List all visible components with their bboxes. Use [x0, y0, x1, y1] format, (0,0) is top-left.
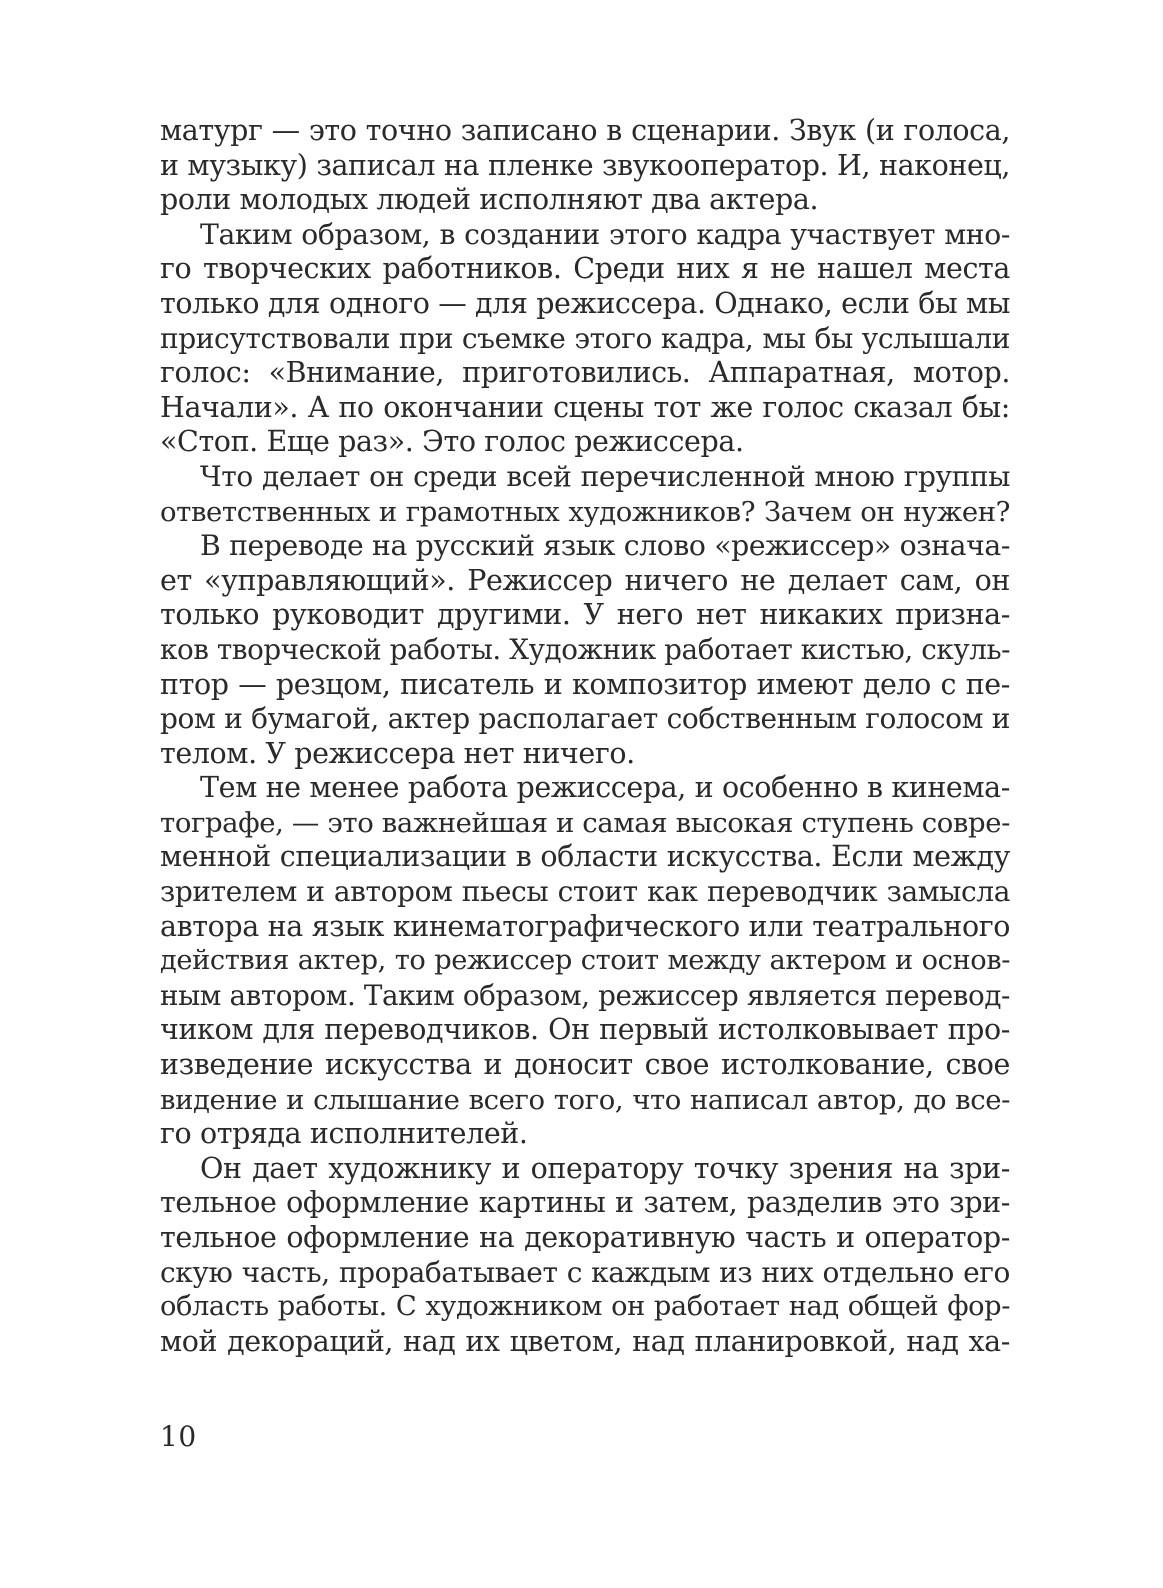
text-line: автора на язык кинематографического или театрального: [160, 909, 1010, 943]
text-line: Что делает он среди всей перечисленной мною группы: [200, 459, 1010, 493]
text-line: роли молодых людей исполняют два актера.: [160, 183, 819, 217]
text-line: Таким образом, в создании этого кадра участвует мно-: [200, 217, 1010, 251]
text-line: тельное оформление на декоративную часть и оператор-: [160, 1221, 1010, 1254]
text-line: матург — это точно записано в сценарии. Звук (и голоса,: [160, 114, 1010, 147]
text-line: только для одного — для режиссера. Однако, если бы мы: [160, 286, 1010, 320]
text-line: менной специализации в области искусства. Если между: [160, 840, 1010, 874]
text-line: Начали». А по окончании сцены тот же голос сказал бы:: [160, 390, 1010, 424]
text-line: ет «управляющий». Режиссер ничего не делает сам, он: [160, 563, 1010, 597]
text-line: только руководит другими. У него нет никаких призна-: [160, 598, 1010, 632]
text-line: птор — резцом, писатель и композитор имеют дело с пе-: [160, 667, 1010, 701]
text-line: Тем не менее работа режиссера, и особенно в кинема-: [200, 771, 1010, 805]
text-line: В переводе на русский язык слово «режиссер» означа-: [200, 529, 1010, 563]
text-line: тельное оформление картины и затем, разделив это зри-: [160, 1186, 1010, 1220]
text-line: чиком для переводчиков. Он первый истолковывает про-: [160, 1013, 1010, 1047]
text-line: го отряда исполнителей.: [160, 1117, 528, 1151]
text-line: Он дает художнику и оператору точку зрения на зри-: [200, 1151, 1010, 1185]
text-line: действия актер, то режиссер стоит между актером и основ-: [160, 945, 1010, 977]
text-line: го творческих работников. Среди них я не нашел места: [160, 252, 1010, 286]
text-line: ным автором. Таким образом, режиссер является перевод-: [160, 978, 1010, 1012]
text-line: мой декораций, над их цветом, над планировкой, над ха-: [160, 1324, 1010, 1358]
text-line: тографе, — это важнейшая и самая высокая ступень совре-: [160, 806, 1010, 839]
text-line: ответственных и грамотных художников? Зачем он нужен?: [160, 495, 1010, 528]
text-line: видение и слышание всего того, что написал автор, до все-: [160, 1083, 1010, 1116]
text-line: ром и бумагой, актер располагает собственным голосом и: [160, 702, 1010, 736]
text-line: изведение искусства и доносит свое истолкование, свое: [160, 1048, 1010, 1082]
text-line: зрителем и автором пьесы стоит как переводчик замысла: [160, 875, 1010, 909]
page-number: 10: [160, 1420, 197, 1453]
text-line: и музыку) записал на пленке звукооператор. И, наконец,: [160, 148, 1010, 182]
body-text: [160, 114, 1010, 1359]
text-line: телом. У режиссера нет ничего.: [160, 736, 635, 770]
text-line: скую часть, прорабатывает с каждым из них отдельно его: [160, 1255, 1010, 1289]
text-line: присутствовали при съемке этого кадра, мы бы услышали: [160, 321, 1010, 355]
text-line: ков творческой работы. Художник работает кистью, скуль-: [160, 632, 1011, 666]
text-line: голос: «Внимание, приготовились. Аппаратная, мотор.: [160, 356, 1010, 390]
text-line: область работы. С художником он работает над общей фор-: [160, 1291, 1010, 1323]
text-line: «Стоп. Еще раз». Это голос режиссера.: [160, 425, 744, 459]
